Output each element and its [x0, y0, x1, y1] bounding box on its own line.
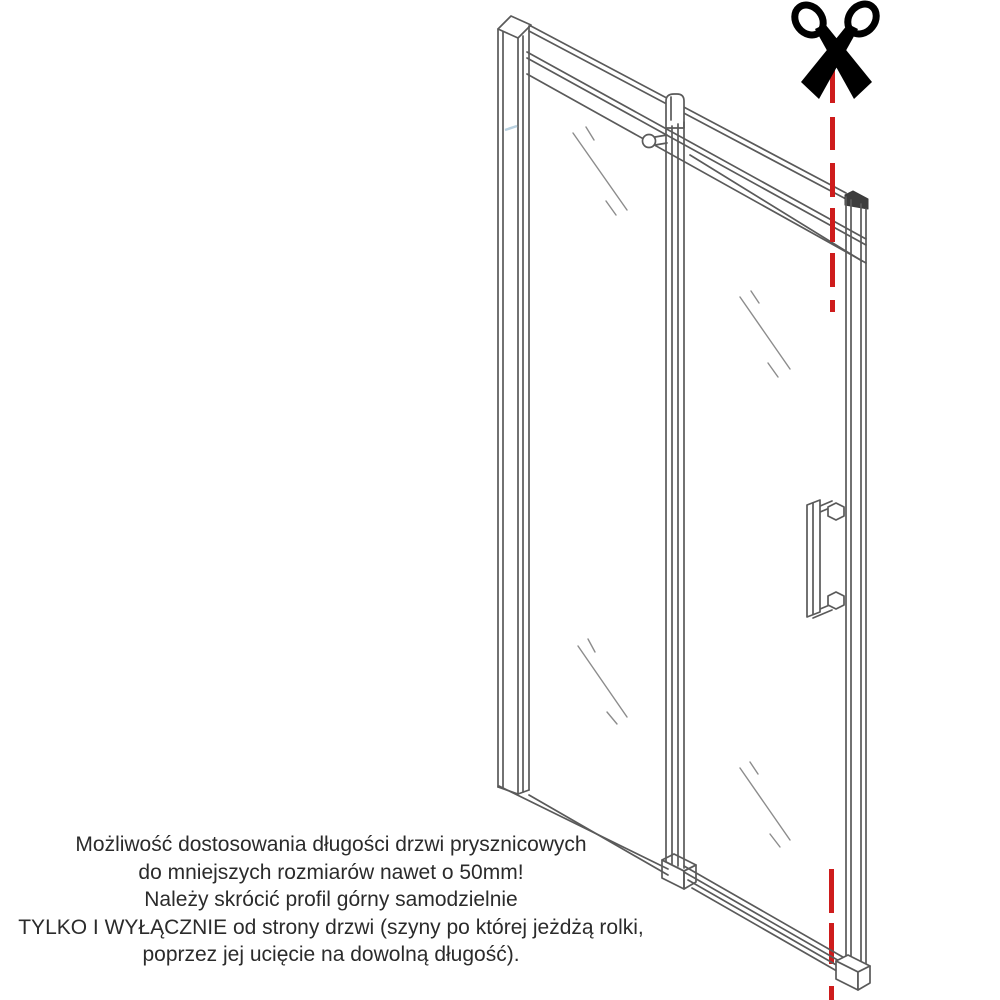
left-post-bottom	[498, 787, 518, 794]
instruction-line: Należy skrócić profil górny samodzielnie	[144, 888, 518, 912]
glass-shine	[573, 133, 627, 210]
door-hanger-hook	[666, 94, 684, 128]
door-bottom-rail	[688, 880, 852, 974]
instruction-text-block	[0, 831, 662, 969]
glass-shine	[750, 762, 758, 774]
door-bottom-rail	[684, 866, 848, 960]
glass-shine	[768, 363, 778, 377]
glass-shine	[740, 768, 790, 840]
handle-top-knob	[828, 503, 844, 520]
handle-bottom-knob	[828, 592, 844, 609]
instruction-line: do mniejszych rozmiarów nawet o 50mm!	[138, 860, 524, 884]
glass-shine	[588, 639, 595, 652]
door-glass-top-edge	[690, 155, 862, 261]
glass-shine	[740, 297, 790, 369]
glass-shine	[607, 712, 617, 724]
glass-shine	[606, 201, 616, 215]
glass-shine	[751, 291, 759, 303]
glass-shine	[578, 646, 627, 717]
door-guide-foot-front	[662, 860, 684, 889]
glass-shine	[770, 834, 780, 847]
glass-highlight	[505, 126, 517, 130]
top-rail-tube-line	[529, 31, 846, 199]
instruction-line: poprzez jej ucięcie na dowolną długość).	[142, 943, 520, 967]
door-bottom-rail	[684, 872, 848, 966]
instruction-line: Możliwość dostosowania długości drzwi prysznicowych	[75, 833, 587, 856]
instruction-line: TYLKO I WYŁĄCZNIE od strony drzwi (szyny po której jeżdżą rolki,	[18, 915, 644, 939]
roller	[643, 135, 656, 148]
glass-shine	[586, 127, 594, 140]
right-post-cap	[845, 191, 868, 209]
top-rail-bar-line	[527, 74, 866, 263]
top-rail-tube-line	[529, 25, 846, 193]
